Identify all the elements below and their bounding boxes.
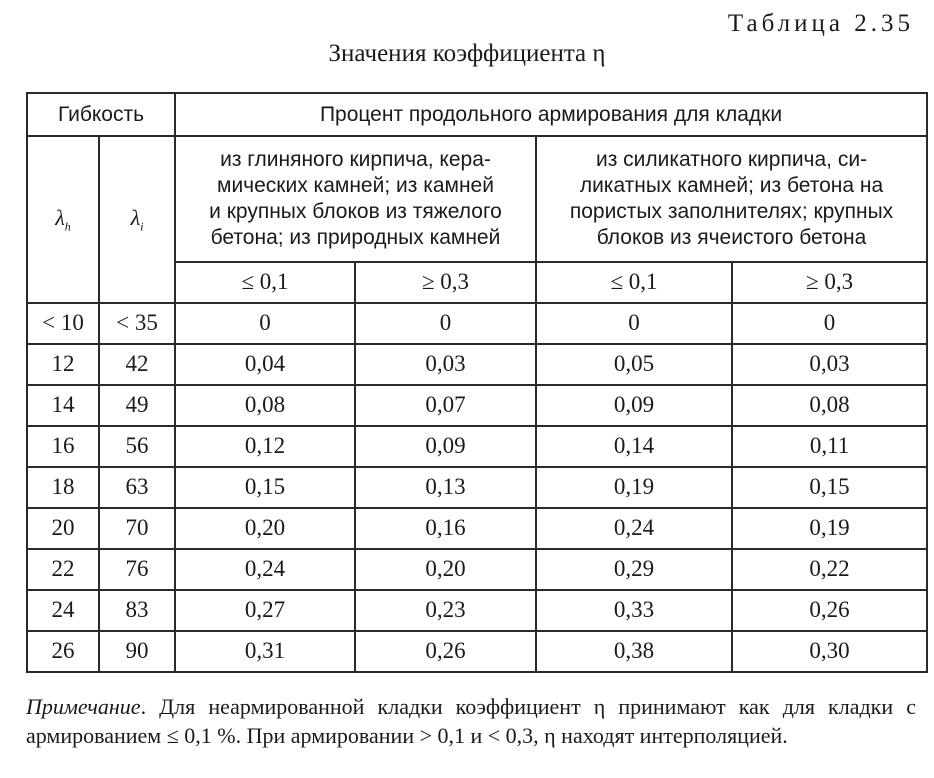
table-cell: 0,23 — [355, 590, 536, 631]
table-cell: 0,11 — [732, 426, 927, 467]
table-cell: 0,09 — [536, 385, 732, 426]
table-cell: 20 — [27, 508, 99, 549]
table-row — [27, 426, 927, 467]
table-cell: 0,20 — [175, 508, 355, 549]
table-cell: 0,14 — [536, 426, 732, 467]
table-cell: 63 — [99, 467, 175, 508]
coefficient-table — [26, 92, 928, 673]
table-row — [27, 303, 927, 344]
table-cell: 76 — [99, 549, 175, 590]
table-row — [27, 631, 927, 672]
table-cell: 0,08 — [732, 385, 927, 426]
table-row — [27, 590, 927, 631]
table-note — [26, 692, 916, 750]
table-row — [27, 549, 927, 590]
table-cell: 18 — [27, 467, 99, 508]
table-number-label: Таблица 2.35 — [727, 10, 914, 37]
table-cell: 0,15 — [175, 467, 355, 508]
table-cell: 22 — [27, 549, 99, 590]
table-cell: 56 — [99, 426, 175, 467]
table-cell: 0,13 — [355, 467, 536, 508]
header-reinforcement-percent: Процент продольного армирования для кладки — [175, 93, 927, 136]
header-silicate-brick-group: из силикатного кирпича, си- ликатных камней; из бетона на пористых заполнителях; крупных блоков из ячеистого бетона — [536, 136, 927, 262]
table-cell: 26 — [27, 631, 99, 672]
table-cell: 0,33 — [536, 590, 732, 631]
table-cell: 42 — [99, 344, 175, 385]
table-cell: 24 — [27, 590, 99, 631]
table-cell: 0,38 — [536, 631, 732, 672]
table-cell: 0,16 — [355, 508, 536, 549]
table-title: Значения коэффициента η — [328, 40, 606, 67]
table-cell: 0,19 — [536, 467, 732, 508]
table-cell: 0,24 — [536, 508, 732, 549]
table-cell: 70 — [99, 508, 175, 549]
table-cell: 0,07 — [355, 385, 536, 426]
header-lambda-h: $\lambda_h$ — [27, 136, 99, 303]
header-flexibility: Гибкость — [27, 93, 175, 136]
table-cell: 0,09 — [355, 426, 536, 467]
table-cell: 0 — [355, 303, 536, 344]
table-cell: 0,12 — [175, 426, 355, 467]
table-cell: 0,30 — [732, 631, 927, 672]
table-cell: 0,26 — [732, 590, 927, 631]
table-cell: 0,03 — [355, 344, 536, 385]
table-cell: < 10 — [27, 303, 99, 344]
header-lambda-i: $\lambda_i$ — [99, 136, 175, 303]
table-cell: 0 — [175, 303, 355, 344]
table-cell: 0,04 — [175, 344, 355, 385]
table-cell: 49 — [99, 385, 175, 426]
table-cell: 16 — [27, 426, 99, 467]
table-cell: 12 — [27, 344, 99, 385]
table-cell: 14 — [27, 385, 99, 426]
table-cell: 0,03 — [732, 344, 927, 385]
table-cell: 0,27 — [175, 590, 355, 631]
note-label: Примечание — [26, 694, 141, 719]
header-clay-brick-group: из глиняного кирпича, кера- мических камней; из камней и крупных блоков из тяжелого бетона; из природных камней — [175, 136, 536, 262]
table-cell: 83 — [99, 590, 175, 631]
table-cell: 90 — [99, 631, 175, 672]
table-cell: 0 — [732, 303, 927, 344]
table-row — [27, 508, 927, 549]
subheader-le-01-clay: ≤ 0,1 — [175, 262, 355, 303]
table-cell: 0,05 — [536, 344, 732, 385]
table-cell: < 35 — [99, 303, 175, 344]
table-cell: 0,31 — [175, 631, 355, 672]
table-row — [27, 467, 927, 508]
table-cell: 0,29 — [536, 549, 732, 590]
table-cell: 0,24 — [175, 549, 355, 590]
note-text: . Для неармированной кладки коэффициент η принимают как для кладки с армированием ≤ 0,1 %. При армировании > 0,1 и < 0,3, η находят интерполяцией. — [26, 694, 916, 748]
subheader-le-01-silicate: ≤ 0,1 — [536, 262, 732, 303]
table-cell: 0,26 — [355, 631, 536, 672]
table-cell: 0,15 — [732, 467, 927, 508]
table-row — [27, 344, 927, 385]
subheader-ge-03-silicate: ≥ 0,3 — [732, 262, 927, 303]
table-cell: 0,22 — [732, 549, 927, 590]
subheader-ge-03-clay: ≥ 0,3 — [355, 262, 536, 303]
table-cell: 0 — [536, 303, 732, 344]
table-cell: 0,20 — [355, 549, 536, 590]
table-row — [27, 385, 927, 426]
table-cell: 0,19 — [732, 508, 927, 549]
table-cell: 0,08 — [175, 385, 355, 426]
